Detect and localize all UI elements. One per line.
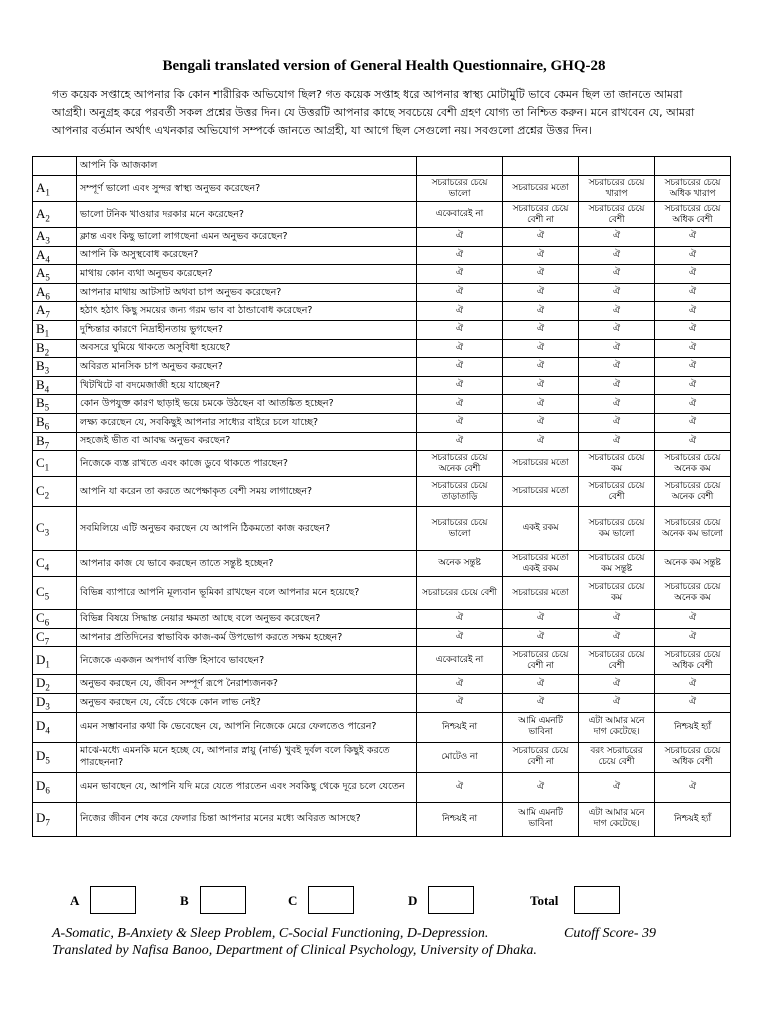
question-row: [33, 628, 731, 647]
question-text: আপনি যা করেন তা করতে অপেক্ষাকৃত বেশী সময় লাগাচ্ছেন?: [77, 477, 417, 507]
answer-option-4[interactable]: অনেক কম সন্তুষ্ট: [655, 551, 731, 577]
question-row: [33, 693, 731, 712]
answer-option-4[interactable]: ঐ: [655, 395, 731, 414]
answer-option-4[interactable]: ঐ: [655, 228, 731, 247]
item-code-number: 3: [45, 235, 50, 246]
item-code-number: 3: [44, 527, 50, 538]
answer-option-2[interactable]: ঐ: [503, 283, 579, 302]
answer-option-1[interactable]: ঐ: [417, 395, 503, 414]
answer-option-4[interactable]: সচরাচরের চেয়ে অধিক বেশী: [655, 647, 731, 675]
item-code: [33, 628, 77, 647]
item-code: [33, 647, 77, 675]
question-text: নিজেকে ব্যস্ত রাখতে এবং কাজে ডুবে থাকতে পারছেন?: [77, 451, 417, 477]
answer-option-1[interactable]: ঐ: [417, 320, 503, 339]
item-code: [33, 395, 77, 414]
item-code-letter: D: [36, 748, 46, 764]
item-code-number: 7: [44, 636, 50, 647]
item-code-number: 5: [45, 272, 50, 283]
question-text: সবমিলিয়ে এটি অনুভব করছেন যে আপনি ঠিকমতো কাজ করছেন?: [77, 507, 417, 551]
answer-option-3[interactable]: সচরাচরের চেয়ে বেশী: [579, 202, 655, 228]
answer-option-3[interactable]: ঐ: [579, 283, 655, 302]
answer-option-3[interactable]: ঐ: [579, 675, 655, 694]
answer-option-1[interactable]: ঐ: [417, 376, 503, 395]
item-code: [33, 432, 77, 451]
question-row: [33, 265, 731, 284]
answer-option-1[interactable]: ঐ: [417, 693, 503, 712]
question-row: [33, 610, 731, 629]
question-row: [33, 451, 731, 477]
question-row: [33, 432, 731, 451]
answer-option-3[interactable]: সচরাচরের চেয়ে খারাপ: [579, 176, 655, 202]
item-code-number: 6: [44, 617, 50, 628]
answer-option-2[interactable]: ঐ: [503, 320, 579, 339]
score-box-b[interactable]: [200, 886, 246, 914]
table-header-row: [33, 157, 731, 176]
item-code: [33, 451, 77, 477]
item-code-letter: C: [36, 482, 45, 498]
item-code-number: 4: [44, 384, 50, 395]
item-code-letter: D: [36, 675, 46, 691]
item-code-number: 6: [44, 421, 50, 432]
item-code-letter: A: [36, 283, 46, 299]
item-code-letter: D: [36, 718, 46, 734]
answer-option-1[interactable]: মোটেও না: [417, 742, 503, 772]
question-row: [33, 246, 731, 265]
header-code-cell: [33, 157, 77, 176]
item-code-letter: D: [36, 778, 46, 794]
answer-option-1[interactable]: ঐ: [417, 283, 503, 302]
answer-option-4[interactable]: ঐ: [655, 302, 731, 321]
score-label-c: C: [288, 893, 298, 908]
score-label-b: B: [180, 893, 189, 908]
item-code: [33, 246, 77, 265]
answer-option-2[interactable]: একই রকম: [503, 507, 579, 551]
question-text: সম্পূর্ণ ভালো এবং সুন্দর স্বাস্থ্য অনুভব করেছেন?: [77, 176, 417, 202]
item-code-letter: A: [36, 265, 46, 281]
item-code-number: 1: [44, 328, 50, 339]
item-code-letter: A: [36, 228, 46, 243]
item-code-number: 3: [45, 701, 50, 712]
item-code-number: 2: [44, 490, 50, 501]
answer-option-3[interactable]: এটা আমার মনে দাগ কেটেছে।: [579, 712, 655, 742]
footer-legend-line: [52, 926, 717, 942]
question-row: [33, 320, 731, 339]
question-text: আপনার কাজ যে ভাবে করছেন তাতে সন্তুষ্ট হচ্ছেন?: [77, 551, 417, 577]
answer-option-3[interactable]: সচরাচরের চেয়ে কম: [579, 451, 655, 477]
question-row: [33, 647, 731, 675]
item-code: [33, 339, 77, 358]
item-code: [33, 202, 77, 228]
answer-option-1[interactable]: সচরাচরের চেয়ে বেশী: [417, 577, 503, 610]
item-code: [33, 176, 77, 202]
answer-option-3[interactable]: সচরাচরের চেয়ে কম ভালো: [579, 507, 655, 551]
answer-option-1[interactable]: ঐ: [417, 413, 503, 432]
question-row: [33, 202, 731, 228]
answer-option-1[interactable]: ঐ: [417, 228, 503, 247]
item-code-number: 4: [45, 254, 50, 265]
item-code: [33, 742, 77, 772]
answer-option-3[interactable]: সচরাচরের চেয়ে বেশী: [579, 477, 655, 507]
answer-option-2[interactable]: ঐ: [503, 228, 579, 247]
answer-option-1[interactable]: সচরাচরের চেয়ে অনেক বেশী: [417, 451, 503, 477]
answer-option-1[interactable]: নিশ্চয়ই না: [417, 802, 503, 836]
answer-option-4[interactable]: সচরাচরের চেয়ে অধিক বেশী: [655, 742, 731, 772]
item-code: [33, 802, 77, 836]
item-code: [33, 283, 77, 302]
answer-option-2[interactable]: ঐ: [503, 413, 579, 432]
item-code-letter: A: [36, 246, 46, 262]
answer-option-3[interactable]: ঐ: [579, 413, 655, 432]
answer-option-4[interactable]: ঐ: [655, 283, 731, 302]
score-box-a[interactable]: [90, 886, 136, 914]
answer-option-3[interactable]: ঐ: [579, 610, 655, 629]
question-text: আপনি কি অসুস্থবোধ করেছেন?: [77, 246, 417, 265]
answer-option-1[interactable]: সচরাচরের চেয়ে ভালো: [417, 507, 503, 551]
answer-option-2[interactable]: সচরাচরের মতো: [503, 176, 579, 202]
item-code-number: 2: [45, 213, 50, 224]
question-text: অনুভব করছেন যে, বেঁচে থেকে কোন লাভ নেই?: [77, 693, 417, 712]
item-code: [33, 675, 77, 694]
item-code-letter: B: [36, 339, 45, 355]
score-label-d: D: [408, 893, 418, 908]
answer-option-1[interactable]: একেবারেই না: [417, 647, 503, 675]
score-box-d[interactable]: [428, 886, 474, 914]
answer-option-2[interactable]: সচরাচরের চেয়ে বেশী না: [503, 647, 579, 675]
answer-option-1[interactable]: ঐ: [417, 610, 503, 629]
answer-option-2[interactable]: ঐ: [503, 395, 579, 414]
answer-option-4[interactable]: ঐ: [655, 320, 731, 339]
answer-option-2[interactable]: ঐ: [503, 302, 579, 321]
answer-option-3[interactable]: এটা আমার মনে দাগ কেটেছে।: [579, 802, 655, 836]
answer-option-4[interactable]: সচরাচরের চেয়ে অনেক বেশী: [655, 477, 731, 507]
question-text: বিভিন্ন বিষয়ে সিদ্ধান্ত নেয়ার ক্ষমতা আছে বলে অনুভব করেছেন?: [77, 610, 417, 629]
item-code: [33, 577, 77, 610]
item-code-number: 5: [44, 591, 50, 602]
question-row: [33, 358, 731, 377]
item-code: [33, 610, 77, 629]
question-row: [33, 742, 731, 772]
question-text: খিটখিটে বা বদমেজাজী হয়ে যাচ্ছেন?: [77, 376, 417, 395]
item-code-letter: B: [36, 358, 45, 374]
answer-option-4[interactable]: ঐ: [655, 628, 731, 647]
item-code-letter: B: [36, 432, 45, 448]
answer-option-2[interactable]: ঐ: [503, 265, 579, 284]
answer-option-4[interactable]: ঐ: [655, 413, 731, 432]
item-code-letter: D: [36, 693, 46, 709]
cutoff-score: Cutoff Score- 39: [564, 926, 657, 941]
answer-option-2[interactable]: সচরাচরের মতো: [503, 577, 579, 610]
answer-option-3[interactable]: সচরাচরের চেয়ে কম: [579, 577, 655, 610]
answer-option-3[interactable]: ঐ: [579, 395, 655, 414]
answer-option-4[interactable]: ঐ: [655, 265, 731, 284]
item-code: [33, 693, 77, 712]
question-row: [33, 176, 731, 202]
answer-option-1[interactable]: ঐ: [417, 628, 503, 647]
answer-option-4[interactable]: নিশ্চয়ই হ্যাঁ: [655, 802, 731, 836]
answer-option-4[interactable]: সচরাচরের চেয়ে অনেক কম ভালো: [655, 507, 731, 551]
answer-option-4[interactable]: ঐ: [655, 432, 731, 451]
answer-option-4[interactable]: সচরাচরের চেয়ে অনেক কম: [655, 577, 731, 610]
item-code-letter: D: [36, 810, 46, 826]
answer-option-1[interactable]: ঐ: [417, 772, 503, 802]
question-row: [33, 772, 731, 802]
answer-option-4[interactable]: সচরাচরের চেয়ে অধিক খারাপ: [655, 176, 731, 202]
item-code-number: 2: [45, 682, 50, 693]
question-row: [33, 577, 731, 610]
question-text: অবসরে ঘুমিয়ে থাকতে অসুবিধা হয়েছে?: [77, 339, 417, 358]
question-text: কোন উপযুক্ত কারণ ছাড়াই ভয়ে চমকে উঠছেন বা আতঙ্কিত হচ্ছেন?: [77, 395, 417, 414]
answer-option-4[interactable]: সচরাচরের চেয়ে অনেক কম: [655, 451, 731, 477]
answer-option-1[interactable]: ঐ: [417, 675, 503, 694]
question-row: [33, 675, 731, 694]
item-code-number: 6: [45, 785, 50, 796]
item-code-number: 5: [45, 755, 50, 766]
answer-option-3[interactable]: ঐ: [579, 302, 655, 321]
answer-option-2[interactable]: ঐ: [503, 693, 579, 712]
answer-option-2[interactable]: সচরাচরের মতো: [503, 451, 579, 477]
answer-option-2[interactable]: ঐ: [503, 610, 579, 629]
item-code: [33, 477, 77, 507]
question-text: আপনার মাথায় আটসাট অথবা চাপ অনুভব করেছেন?: [77, 283, 417, 302]
answer-option-4[interactable]: ঐ: [655, 358, 731, 377]
item-code: [33, 413, 77, 432]
answer-option-1[interactable]: ঐ: [417, 302, 503, 321]
answer-option-1[interactable]: নিশ্চয়ই না: [417, 712, 503, 742]
answer-option-3[interactable]: সচরাচরের চেয়ে বেশী: [579, 647, 655, 675]
item-code-number: 7: [45, 817, 50, 828]
item-code: [33, 302, 77, 321]
answer-option-1[interactable]: সচরাচরের চেয়ে ভালো: [417, 176, 503, 202]
question-row: [33, 712, 731, 742]
answer-option-3[interactable]: ঐ: [579, 693, 655, 712]
answer-option-2[interactable]: ঐ: [503, 376, 579, 395]
item-code-letter: C: [36, 519, 45, 535]
answer-option-3[interactable]: ঐ: [579, 320, 655, 339]
question-row: [33, 376, 731, 395]
item-code-letter: A: [36, 205, 46, 221]
item-code-letter: C: [36, 628, 45, 644]
item-code-letter: C: [36, 454, 45, 470]
answer-option-4[interactable]: সচরাচরের চেয়ে অধিক বেশী: [655, 202, 731, 228]
answer-option-4[interactable]: ঐ: [655, 246, 731, 265]
question-text: অবিরত মানসিক চাপ অনুভব করছেন?: [77, 358, 417, 377]
item-code-letter: A: [36, 179, 46, 195]
answer-option-4[interactable]: ঐ: [655, 675, 731, 694]
question-row: [33, 339, 731, 358]
answer-option-4[interactable]: ঐ: [655, 693, 731, 712]
score-box-c[interactable]: [308, 886, 354, 914]
item-code: [33, 228, 77, 247]
question-text: আপনার প্রতিদিনের স্বাভাবিক কাজ-কর্ম উপভোগ করতে সক্ষম হচ্ছেন?: [77, 628, 417, 647]
translator-credit: Translated by Nafisa Banoo, Department of Clinical Psychology, University of Dhaka.: [52, 943, 537, 958]
answer-option-1[interactable]: ঐ: [417, 358, 503, 377]
instructions-paragraph: গত কয়েক সপ্তাহে আপনার কি কোন শারীরিক অভিযোগ ছিল? গত কয়েক সপ্তাহ ধরে আপনার স্বাস্থ্য মোটামুটি ভাবে কেমন ছিল তা জানতে আমরা আগ্রহী। অনুগ্রহ করে পরবর্তী সকল প্রশ্নের উত্তর দিন। যে উত্তরটি আপনার কাছে সবচেয়ে বেশী গ্রহণ যোগ্য তা নিশ্চিত করুন। মনে রাখবেন যে, আমরা আপনার বর্তমান অর্থাৎ এখনকার অভিযোগ সম্পর্কে জানতে আগ্রহী, যা আগে ছিল সেগুলো নয়। সবগুলো প্রশ্নের উত্তর দিন।: [52, 88, 695, 137]
answer-option-2[interactable]: আমি এমনটি ভাবিনা: [503, 712, 579, 742]
item-code-number: 1: [44, 462, 50, 473]
question-text: অনুভব করছেন যে, জীবন সম্পূর্ণ রূপে নৈরাশ্যজনক?: [77, 675, 417, 694]
answer-option-4[interactable]: নিশ্চয়ই হ্যাঁ: [655, 712, 731, 742]
question-row: [33, 283, 731, 302]
answer-option-2[interactable]: সচরাচরের মতো একই রকম: [503, 551, 579, 577]
question-text: দুশ্চিন্তার কারণে নিদ্রাহীনতায় ভুগছেন?: [77, 320, 417, 339]
answer-option-4[interactable]: ঐ: [655, 376, 731, 395]
answer-option-3[interactable]: ঐ: [579, 246, 655, 265]
answer-option-3[interactable]: ঐ: [579, 432, 655, 451]
questionnaire-table: [32, 156, 731, 837]
answer-option-3[interactable]: ঐ: [579, 772, 655, 802]
item-code-letter: D: [36, 652, 46, 668]
answer-option-3[interactable]: ঐ: [579, 376, 655, 395]
question-row: [33, 228, 731, 247]
score-boxes: [0, 886, 768, 916]
item-code: [33, 265, 77, 284]
question-text: নিজেকে একজন অপদার্থ ব্যক্তি হিসাবে ভাবছেন?: [77, 647, 417, 675]
score-box-total[interactable]: [574, 886, 620, 914]
answer-option-3[interactable]: ঐ: [579, 228, 655, 247]
answer-option-3[interactable]: ঐ: [579, 265, 655, 284]
answer-option-2[interactable]: সচরাচরের চেয়ে বেশী না: [503, 742, 579, 772]
item-code-letter: B: [36, 413, 45, 429]
answer-option-2[interactable]: আমি এমনটি ভাবিনা: [503, 802, 579, 836]
item-code-number: 4: [44, 562, 50, 573]
answer-option-1[interactable]: অনেক সন্তুষ্ট: [417, 551, 503, 577]
answer-option-1[interactable]: সচরাচরের চেয়ে তাড়াতাড়ি: [417, 477, 503, 507]
answer-option-1[interactable]: ঐ: [417, 339, 503, 358]
answer-option-1[interactable]: ঐ: [417, 246, 503, 265]
answer-option-3[interactable]: সচরাচরের চেয়ে কম সন্তুষ্ট: [579, 551, 655, 577]
item-code-number: 4: [45, 725, 50, 736]
item-code-letter: A: [36, 302, 46, 318]
question-row: [33, 477, 731, 507]
question-text: সহজেই ভীত বা আবদ্ধ অনুভব করছেন?: [77, 432, 417, 451]
question-text: ভালো টনিক খাওয়ার দরকার মনে করেছেন?: [77, 202, 417, 228]
score-label-total: Total: [530, 893, 559, 908]
header-text: আপনি কি আজকাল: [77, 157, 417, 176]
question-row: [33, 395, 731, 414]
question-text: মাথায় কোন ব্যথা অনুভব করেছেন?: [77, 265, 417, 284]
answer-option-1[interactable]: একেবারেই না: [417, 202, 503, 228]
question-text: বিভিন্ন ব্যাপারে আপনি মূল্যবান ভূমিকা রাখছেন বলে আপনার মনে হয়েছে?: [77, 577, 417, 610]
question-text: এমন সম্ভাবনার কথা কি ভেবেছেন যে, আপনি নিজেকে মেরে ফেলতেও পারেন?: [77, 712, 417, 742]
subscale-legend: A-Somatic, B-Anxiety & Sleep Problem, C-Social Functioning, D-Depression.: [52, 926, 489, 941]
item-code: [33, 320, 77, 339]
item-code-letter: B: [36, 395, 45, 411]
question-row: [33, 802, 731, 836]
question-text: হঠাৎ হঠাৎ কিছু সময়ের জন্য গরম ভাব বা ঠান্ডাবোধ করেছেন?: [77, 302, 417, 321]
item-code-letter: C: [36, 584, 45, 600]
answer-option-3[interactable]: ঐ: [579, 358, 655, 377]
item-code-letter: C: [36, 554, 45, 570]
item-code-letter: B: [36, 376, 45, 392]
item-code: [33, 551, 77, 577]
answer-option-3[interactable]: ঐ: [579, 628, 655, 647]
answer-option-2[interactable]: ঐ: [503, 358, 579, 377]
question-row: [33, 413, 731, 432]
answer-option-3[interactable]: ঐ: [579, 339, 655, 358]
item-code-number: 1: [45, 659, 50, 670]
answer-option-2[interactable]: সচরাচরের মতো: [503, 477, 579, 507]
item-code: [33, 772, 77, 802]
question-text: ক্লান্ত এবং কিছু ভালো লাগছেনা এমন অনুভব করেছেন?: [77, 228, 417, 247]
answer-option-1[interactable]: ঐ: [417, 432, 503, 451]
answer-option-1[interactable]: ঐ: [417, 265, 503, 284]
answer-option-2[interactable]: ঐ: [503, 339, 579, 358]
answer-option-2[interactable]: ঐ: [503, 432, 579, 451]
item-code-letter: B: [36, 320, 45, 336]
answer-option-2[interactable]: ঐ: [503, 628, 579, 647]
answer-option-2[interactable]: ঐ: [503, 675, 579, 694]
question-row: [33, 302, 731, 321]
answer-option-2[interactable]: সচরাচরের চেয়ে বেশী না: [503, 202, 579, 228]
item-code-number: 2: [44, 347, 50, 358]
item-code-number: 6: [45, 291, 50, 302]
document-title: Bengali translated version of General Health Questionnaire, GHQ-28: [162, 58, 606, 74]
answer-option-2[interactable]: ঐ: [503, 246, 579, 265]
item-code-number: 5: [44, 402, 50, 413]
answer-option-2[interactable]: ঐ: [503, 772, 579, 802]
question-text: এমন ভাবছেন যে, আপনি যদি মরে যেতে পারতেন এবং সবকিছু থেকে দূরে চলে যেতেন: [77, 772, 417, 802]
answer-option-4[interactable]: ঐ: [655, 772, 731, 802]
question-row: [33, 551, 731, 577]
item-code: [33, 712, 77, 742]
question-text: লক্ষ্য করেছেন যে, সবকিছুই আপনার সাধ্যের বাইরে চলে যাচ্ছে?: [77, 413, 417, 432]
item-code-number: 7: [45, 309, 50, 320]
question-text: মাঝে-মধ্যে এমনকি মনে হচ্ছে যে, আপনার স্নায়ু (নার্ভ) খুবই দুর্বল বলে কিছুই করতে পারছেননা?: [77, 742, 417, 772]
answer-option-3[interactable]: বরং সচরাচরের চেয়ে বেশী: [579, 742, 655, 772]
item-code-number: 7: [44, 440, 50, 451]
item-code-number: 1: [45, 187, 50, 198]
score-label-a: A: [70, 893, 80, 908]
answer-option-4[interactable]: ঐ: [655, 610, 731, 629]
question-text: নিজের জীবন শেষ করে ফেলার চিন্তা আপনার মনের মধ্যে অবিরত আসছে?: [77, 802, 417, 836]
item-code: [33, 358, 77, 377]
question-row: [33, 507, 731, 551]
item-code-number: 3: [44, 365, 50, 376]
item-code: [33, 507, 77, 551]
answer-option-4[interactable]: ঐ: [655, 339, 731, 358]
item-code-letter: C: [36, 610, 45, 626]
item-code: [33, 376, 77, 395]
